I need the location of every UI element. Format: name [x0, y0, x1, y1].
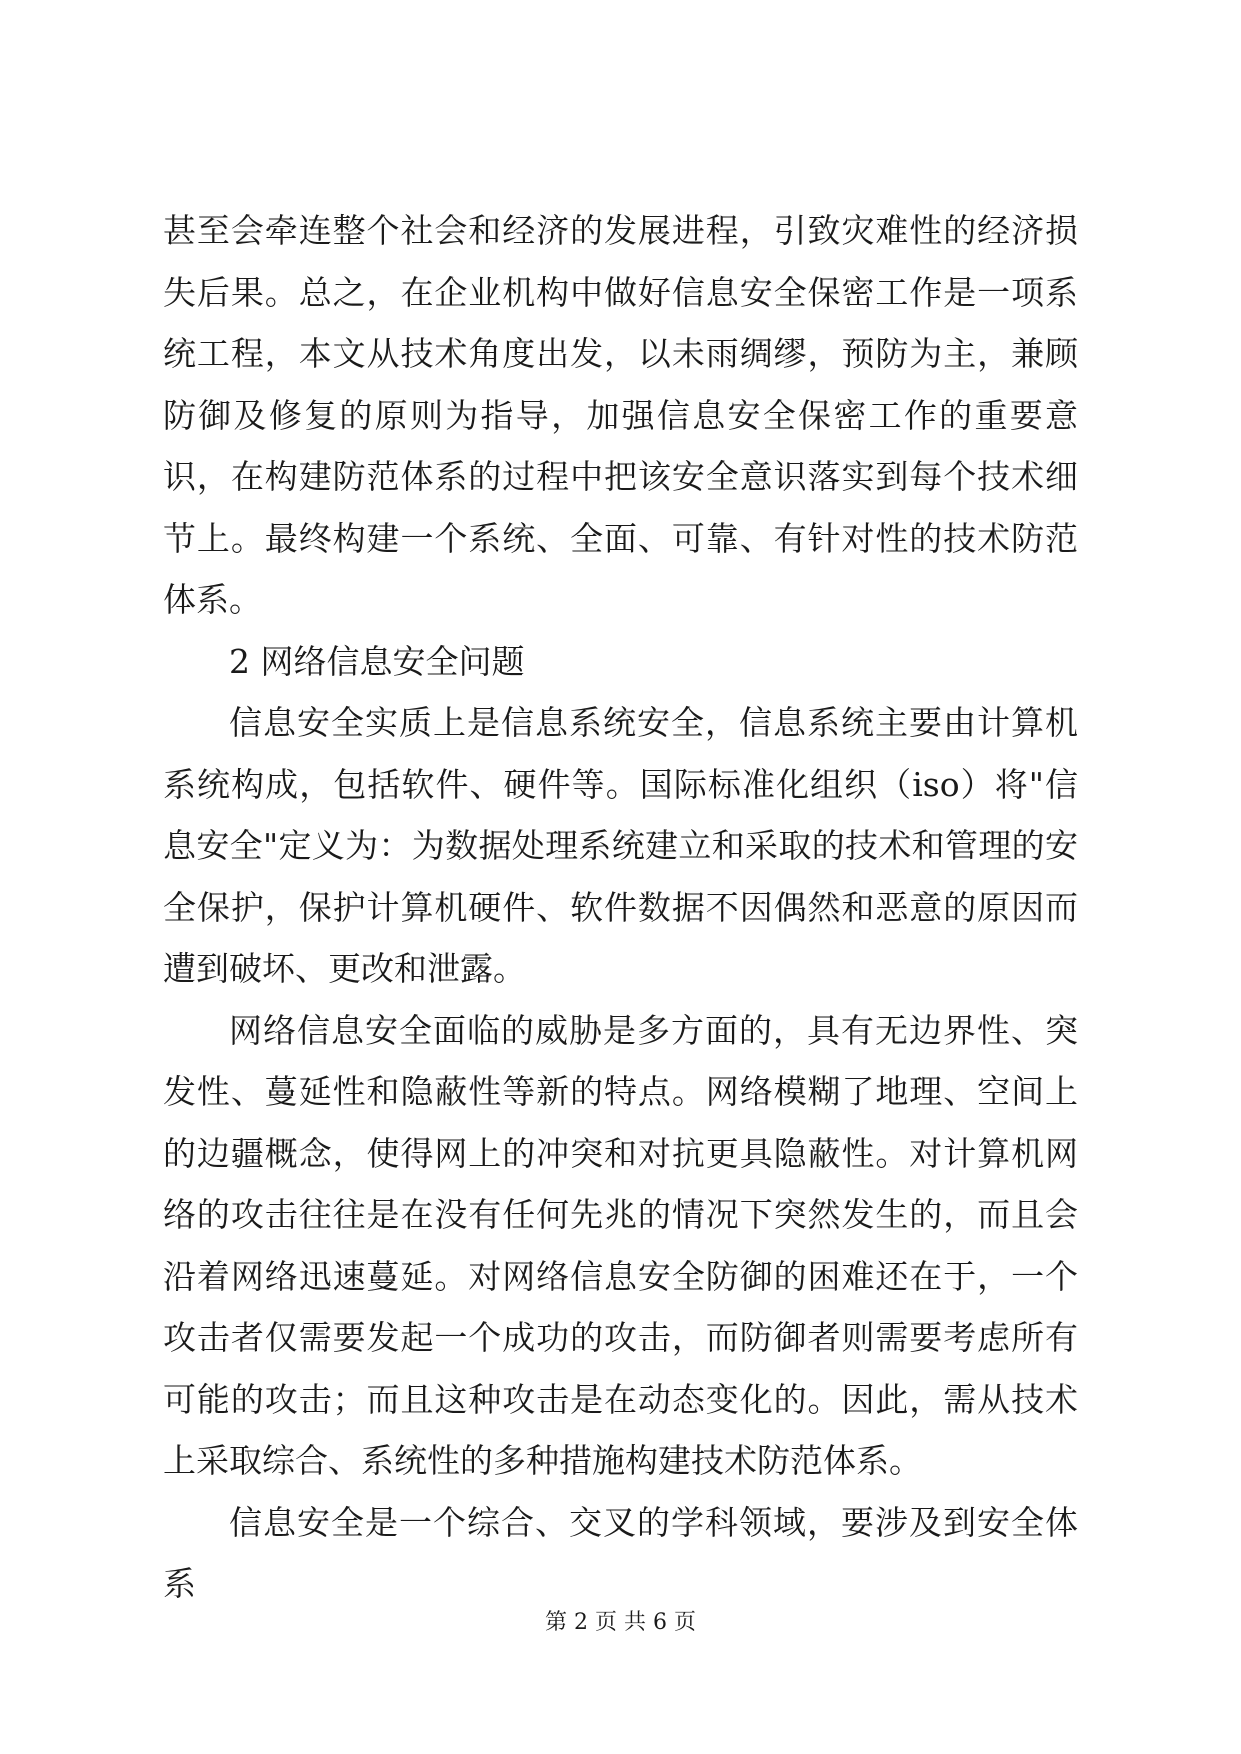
- paragraph-threats: 网络信息安全面临的威胁是多方面的，具有无边界性、突发性、蔓延性和隐蔽性等新的特点。网络模糊了地理、空间上的边疆概念，使得网上的冲突和对抗更具隐蔽性。对计算机网络的攻击往往是在没有任何先兆的情况下突然发生的，而且会沿着网络迅速蔓延。对网络信息安全防御的困难还在于，一个攻击者仅需要发起一个成功的攻击，而防御者则需要考虑所有可能的攻击；而且这种攻击是在动态变化的。因此，需从技术上采取综合、系统性的多种措施构建技术防范体系。: [163, 1010, 1078, 1480]
- paragraph-continuation: 甚至会牵连整个社会和经济的发展进程，引致灾难性的经济损失后果。总之，在企业机构中做好信息安全保密工作是一项系统工程，本文从技术角度出发，以未雨绸缪，预防为主，兼顾防御及修复的原则为指导，加强信息安全保密工作的重要意识，在构建防范体系的过程中把该安全意识落实到每个技术细节上。最终构建一个系统、全面、可靠、有针对性的技术防范体系。: [163, 211, 1078, 619]
- document-body: [163, 200, 1078, 1615]
- section-heading: 2 网络信息安全问题: [229, 641, 525, 681]
- paragraph-discipline: 信息安全是一个综合、交叉的学科领域，要涉及到安全体系: [163, 1502, 1078, 1603]
- paragraph-definition: 信息安全实质上是信息系统安全，信息系统主要由计算机系统构成，包括软件、硬件等。国际标准化组织（iso）将"信息安全"定义为：为数据处理系统建立和采取的技术和管理的安全保护，保护计算机硬件、软件数据不因偶然和恶意的原因而遭到破坏、更改和泄露。: [163, 703, 1078, 988]
- page-footer: 第 2 页 共 6 页: [545, 1610, 696, 1635]
